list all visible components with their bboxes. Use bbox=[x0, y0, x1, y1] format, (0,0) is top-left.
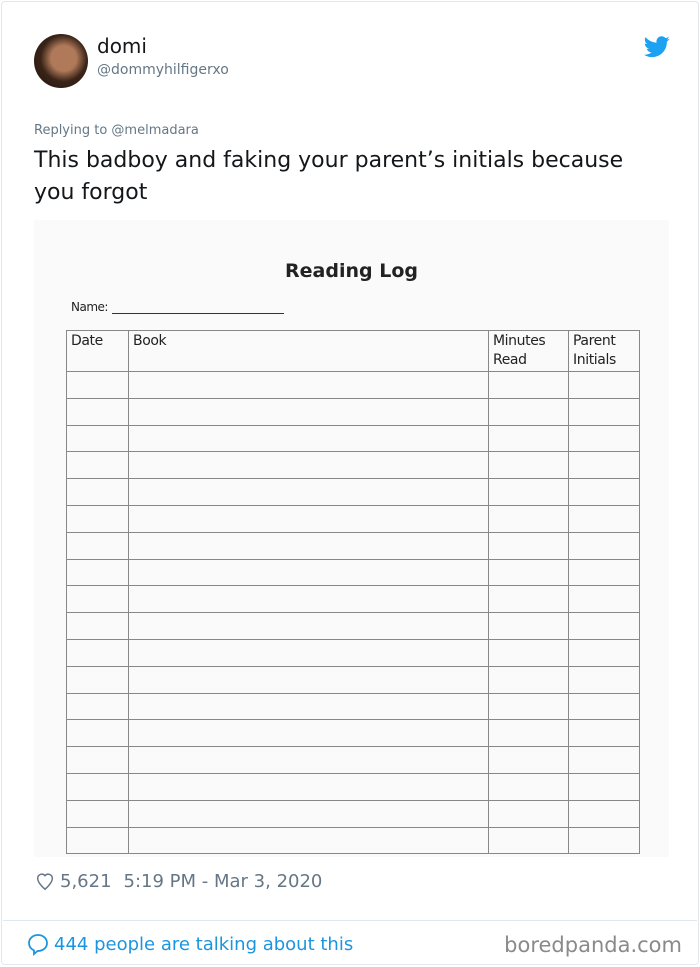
table-row bbox=[67, 586, 640, 613]
table-cell bbox=[129, 586, 489, 613]
table-cell bbox=[129, 693, 489, 720]
tweet-text: This badboy and faking your parent’s initials because you forgot bbox=[34, 148, 624, 205]
table-cell bbox=[67, 773, 129, 800]
talking-text: 444 people are talking about this bbox=[54, 933, 354, 955]
twitter-bird-icon[interactable] bbox=[644, 36, 670, 58]
table-row bbox=[67, 800, 640, 827]
table-cell bbox=[67, 505, 129, 532]
table-cell bbox=[569, 720, 640, 747]
table-row bbox=[67, 398, 640, 425]
table-cell bbox=[129, 773, 489, 800]
table-cell bbox=[129, 639, 489, 666]
table-row bbox=[67, 613, 640, 640]
table-row bbox=[67, 372, 640, 399]
table-row bbox=[67, 425, 640, 452]
table-row bbox=[67, 452, 640, 479]
table-cell bbox=[129, 505, 489, 532]
table-cell bbox=[129, 720, 489, 747]
table-cell bbox=[67, 452, 129, 479]
col-minutes: Minutes Read bbox=[489, 331, 569, 372]
table-cell bbox=[129, 800, 489, 827]
table-row bbox=[67, 505, 640, 532]
name-line bbox=[112, 313, 284, 314]
table-cell bbox=[129, 425, 489, 452]
table-cell bbox=[569, 586, 640, 613]
table-cell bbox=[67, 479, 129, 506]
table-cell bbox=[489, 425, 569, 452]
table-row bbox=[67, 639, 640, 666]
table-cell bbox=[67, 425, 129, 452]
table-cell bbox=[489, 693, 569, 720]
table-cell bbox=[569, 800, 640, 827]
divider bbox=[3, 920, 697, 921]
table-cell bbox=[489, 372, 569, 399]
table-cell bbox=[67, 747, 129, 774]
table-cell bbox=[569, 773, 640, 800]
table-cell bbox=[67, 532, 129, 559]
table-cell bbox=[67, 693, 129, 720]
table-cell bbox=[569, 398, 640, 425]
talking-link[interactable] bbox=[26, 932, 353, 956]
table-cell bbox=[129, 666, 489, 693]
table-cell bbox=[569, 666, 640, 693]
table-row bbox=[67, 747, 640, 774]
table-cell bbox=[489, 666, 569, 693]
table-cell bbox=[489, 586, 569, 613]
table-cell bbox=[67, 586, 129, 613]
user-handle[interactable]: @dommyhilfigerxo bbox=[97, 62, 229, 78]
table-cell bbox=[129, 398, 489, 425]
table-cell bbox=[489, 747, 569, 774]
table-cell bbox=[67, 666, 129, 693]
watermark: boredpanda.com bbox=[504, 933, 682, 957]
table-cell bbox=[67, 800, 129, 827]
table-cell bbox=[569, 425, 640, 452]
table-row bbox=[67, 827, 640, 854]
reading-log-table bbox=[66, 330, 640, 854]
table-cell bbox=[67, 720, 129, 747]
col-initials: Parent Initials bbox=[569, 331, 640, 372]
table-cell bbox=[129, 827, 489, 854]
table-cell bbox=[129, 532, 489, 559]
table-cell bbox=[569, 372, 640, 399]
heart-icon[interactable] bbox=[34, 870, 56, 892]
table-cell bbox=[67, 398, 129, 425]
table-cell bbox=[489, 559, 569, 586]
table-row bbox=[67, 559, 640, 586]
table-cell bbox=[489, 452, 569, 479]
timestamp[interactable]: 5:19 PM - Mar 3, 2020 bbox=[123, 870, 323, 892]
table-cell bbox=[569, 693, 640, 720]
table-row bbox=[67, 720, 640, 747]
table-cell bbox=[489, 398, 569, 425]
table-cell bbox=[569, 452, 640, 479]
table-cell bbox=[67, 559, 129, 586]
table-cell bbox=[569, 613, 640, 640]
replying-to[interactable]: Replying to @melmadara bbox=[34, 123, 199, 138]
table-cell bbox=[569, 559, 640, 586]
table-cell bbox=[569, 827, 640, 854]
tweet-card bbox=[1, 1, 699, 965]
speech-bubble-icon bbox=[26, 932, 50, 956]
table-row bbox=[67, 532, 640, 559]
table-cell bbox=[569, 532, 640, 559]
name-label: Name: bbox=[71, 300, 108, 314]
reading-log-image[interactable] bbox=[34, 220, 669, 857]
table-cell bbox=[67, 372, 129, 399]
table-cell bbox=[67, 613, 129, 640]
table-row bbox=[67, 666, 640, 693]
tweet-meta bbox=[34, 870, 322, 892]
col-date: Date bbox=[67, 331, 129, 372]
table-cell bbox=[489, 479, 569, 506]
table-cell bbox=[489, 613, 569, 640]
col-book: Book bbox=[129, 331, 489, 372]
table-cell bbox=[569, 747, 640, 774]
table-row bbox=[67, 773, 640, 800]
table-cell bbox=[489, 800, 569, 827]
table-row bbox=[67, 693, 640, 720]
table-cell bbox=[489, 827, 569, 854]
table-cell bbox=[489, 720, 569, 747]
table-cell bbox=[569, 505, 640, 532]
reading-log-title: Reading Log bbox=[285, 260, 418, 282]
table-cell bbox=[489, 532, 569, 559]
table-cell bbox=[129, 479, 489, 506]
table-cell bbox=[129, 372, 489, 399]
table-cell bbox=[569, 479, 640, 506]
table-cell bbox=[129, 747, 489, 774]
table-cell bbox=[129, 613, 489, 640]
table-cell bbox=[489, 505, 569, 532]
table-cell bbox=[129, 559, 489, 586]
table-cell bbox=[67, 827, 129, 854]
table-cell bbox=[489, 639, 569, 666]
table-cell bbox=[67, 639, 129, 666]
table-row bbox=[67, 479, 640, 506]
table-cell bbox=[569, 639, 640, 666]
display-name[interactable]: domi bbox=[97, 34, 147, 58]
table-cell bbox=[489, 773, 569, 800]
table-cell bbox=[129, 452, 489, 479]
like-count[interactable]: 5,621 bbox=[60, 870, 112, 892]
avatar[interactable] bbox=[34, 34, 88, 88]
